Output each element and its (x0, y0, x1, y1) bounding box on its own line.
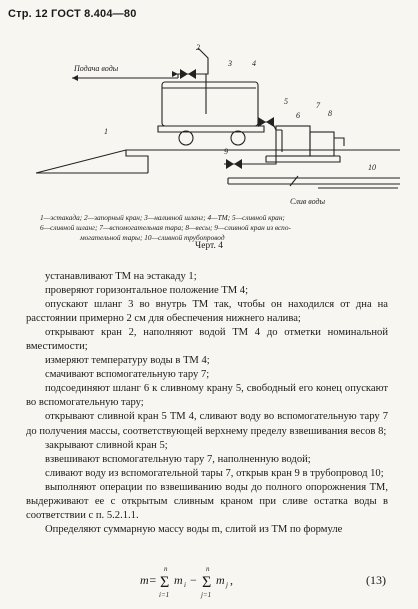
ramp (36, 150, 400, 173)
label-9: 9 (224, 147, 228, 156)
paragraph: смачивают вспомогательную тару 7; (45, 369, 210, 381)
caption-line: 1—эстакада; 2—запорный кран; 3—наливной шланг; 4—ТМ; 5—сливной кран; (40, 213, 285, 222)
paragraph: устанавливают ТМ на эстакаду 1; (45, 271, 197, 282)
label-10: 10 (368, 163, 376, 172)
wheel (179, 131, 193, 145)
formula-comma: , (230, 573, 233, 587)
label-2: 2 (196, 43, 200, 52)
aux-drain-valve (226, 159, 242, 169)
label-1: 1 (104, 127, 108, 136)
formula-term-1: m (174, 573, 183, 587)
formula-number: (13) (366, 573, 386, 587)
label-6: 6 (296, 111, 300, 120)
label-3: 3 (228, 59, 232, 68)
scale (310, 132, 334, 156)
caption-line: 6—сливной шланг; 7—вспомогательная тара; 8—весы; 9—сливной кран из вспо- (40, 223, 291, 232)
label-water-drain: Слив воды (290, 197, 326, 206)
paragraph: открывают кран 2, наполняют водой ТМ 4 до отметки номинальной вместимости; (26, 327, 388, 353)
paragraph: Определяют суммарную массу воды m, слитой из ТМ по формуле (45, 523, 343, 535)
paragraph: закрывают сливной кран 5; (45, 439, 168, 451)
label-4: 4 (252, 59, 256, 68)
formula-lower-1: i=1 (159, 591, 170, 599)
paragraph: подсоединяют шланг 6 к сливному крану 5, свободный его конец опускают во вспомогательную тару; (26, 383, 388, 409)
figure-label: Черт. 4 (195, 241, 223, 251)
paragraph: проверяют горизонтальное положение ТМ 4; (45, 285, 249, 297)
formula-sub-2: j (226, 581, 228, 589)
label-8: 8 (328, 109, 332, 118)
figure-caption (40, 213, 380, 243)
label-7: 7 (316, 101, 320, 110)
label-5: 5 (284, 97, 288, 106)
paragraph: открывают сливной кран 5 ТМ 4, сливают воду во вспомогательную тару 7 до получения массы, соответствующей верхнему пределу взвешивания весов 8; (26, 411, 388, 437)
shutoff-valve (180, 69, 196, 79)
wheel (231, 131, 245, 145)
drain-valve (258, 117, 274, 127)
paragraph: выполняют операции по взвешиванию воды до полного опорожнения ТМ, выдерживают ее с открытым сливным краном при сливе остатка воды в соответствии с п. 5.2.1.1. (26, 481, 388, 521)
formula-sub-1: i (184, 581, 186, 589)
paragraph: сливают воду из вспомогательной тары 7, открыв кран 9 в трубопровод 10; (45, 467, 384, 479)
formula-sigma-2: Σ (202, 574, 212, 591)
formula-term-2: m (216, 573, 225, 587)
paragraph: измеряют температуру воды в ТМ 4; (45, 355, 210, 367)
formula-lhs: m= (140, 573, 157, 587)
formula-13 (140, 562, 400, 602)
label-water-supply: Подача воды (74, 64, 119, 73)
page-header: Стр. 12 ГОСТ 8.404—80 (8, 8, 137, 20)
figure-4-diagram (28, 38, 400, 213)
caption-line: могательной тары; 10—сливной трубопровод (80, 233, 225, 242)
formula-minus: − (190, 573, 197, 587)
paragraph: опускают шланг 3 во внутрь ТМ так, чтобы он находился от дна на расстоянии примерно 2 см для обеспечения нижнего налива; (26, 299, 388, 325)
tank (162, 82, 258, 126)
formula-lower-2: j=1 (201, 591, 212, 599)
formula-upper-1: n (164, 565, 168, 573)
paragraph: взвешивают вспомогательную тару 7, наполненную водой; (45, 453, 311, 465)
formula-sigma-1: Σ (160, 574, 170, 591)
body-text (26, 270, 388, 537)
formula-upper-2: n (206, 565, 210, 573)
